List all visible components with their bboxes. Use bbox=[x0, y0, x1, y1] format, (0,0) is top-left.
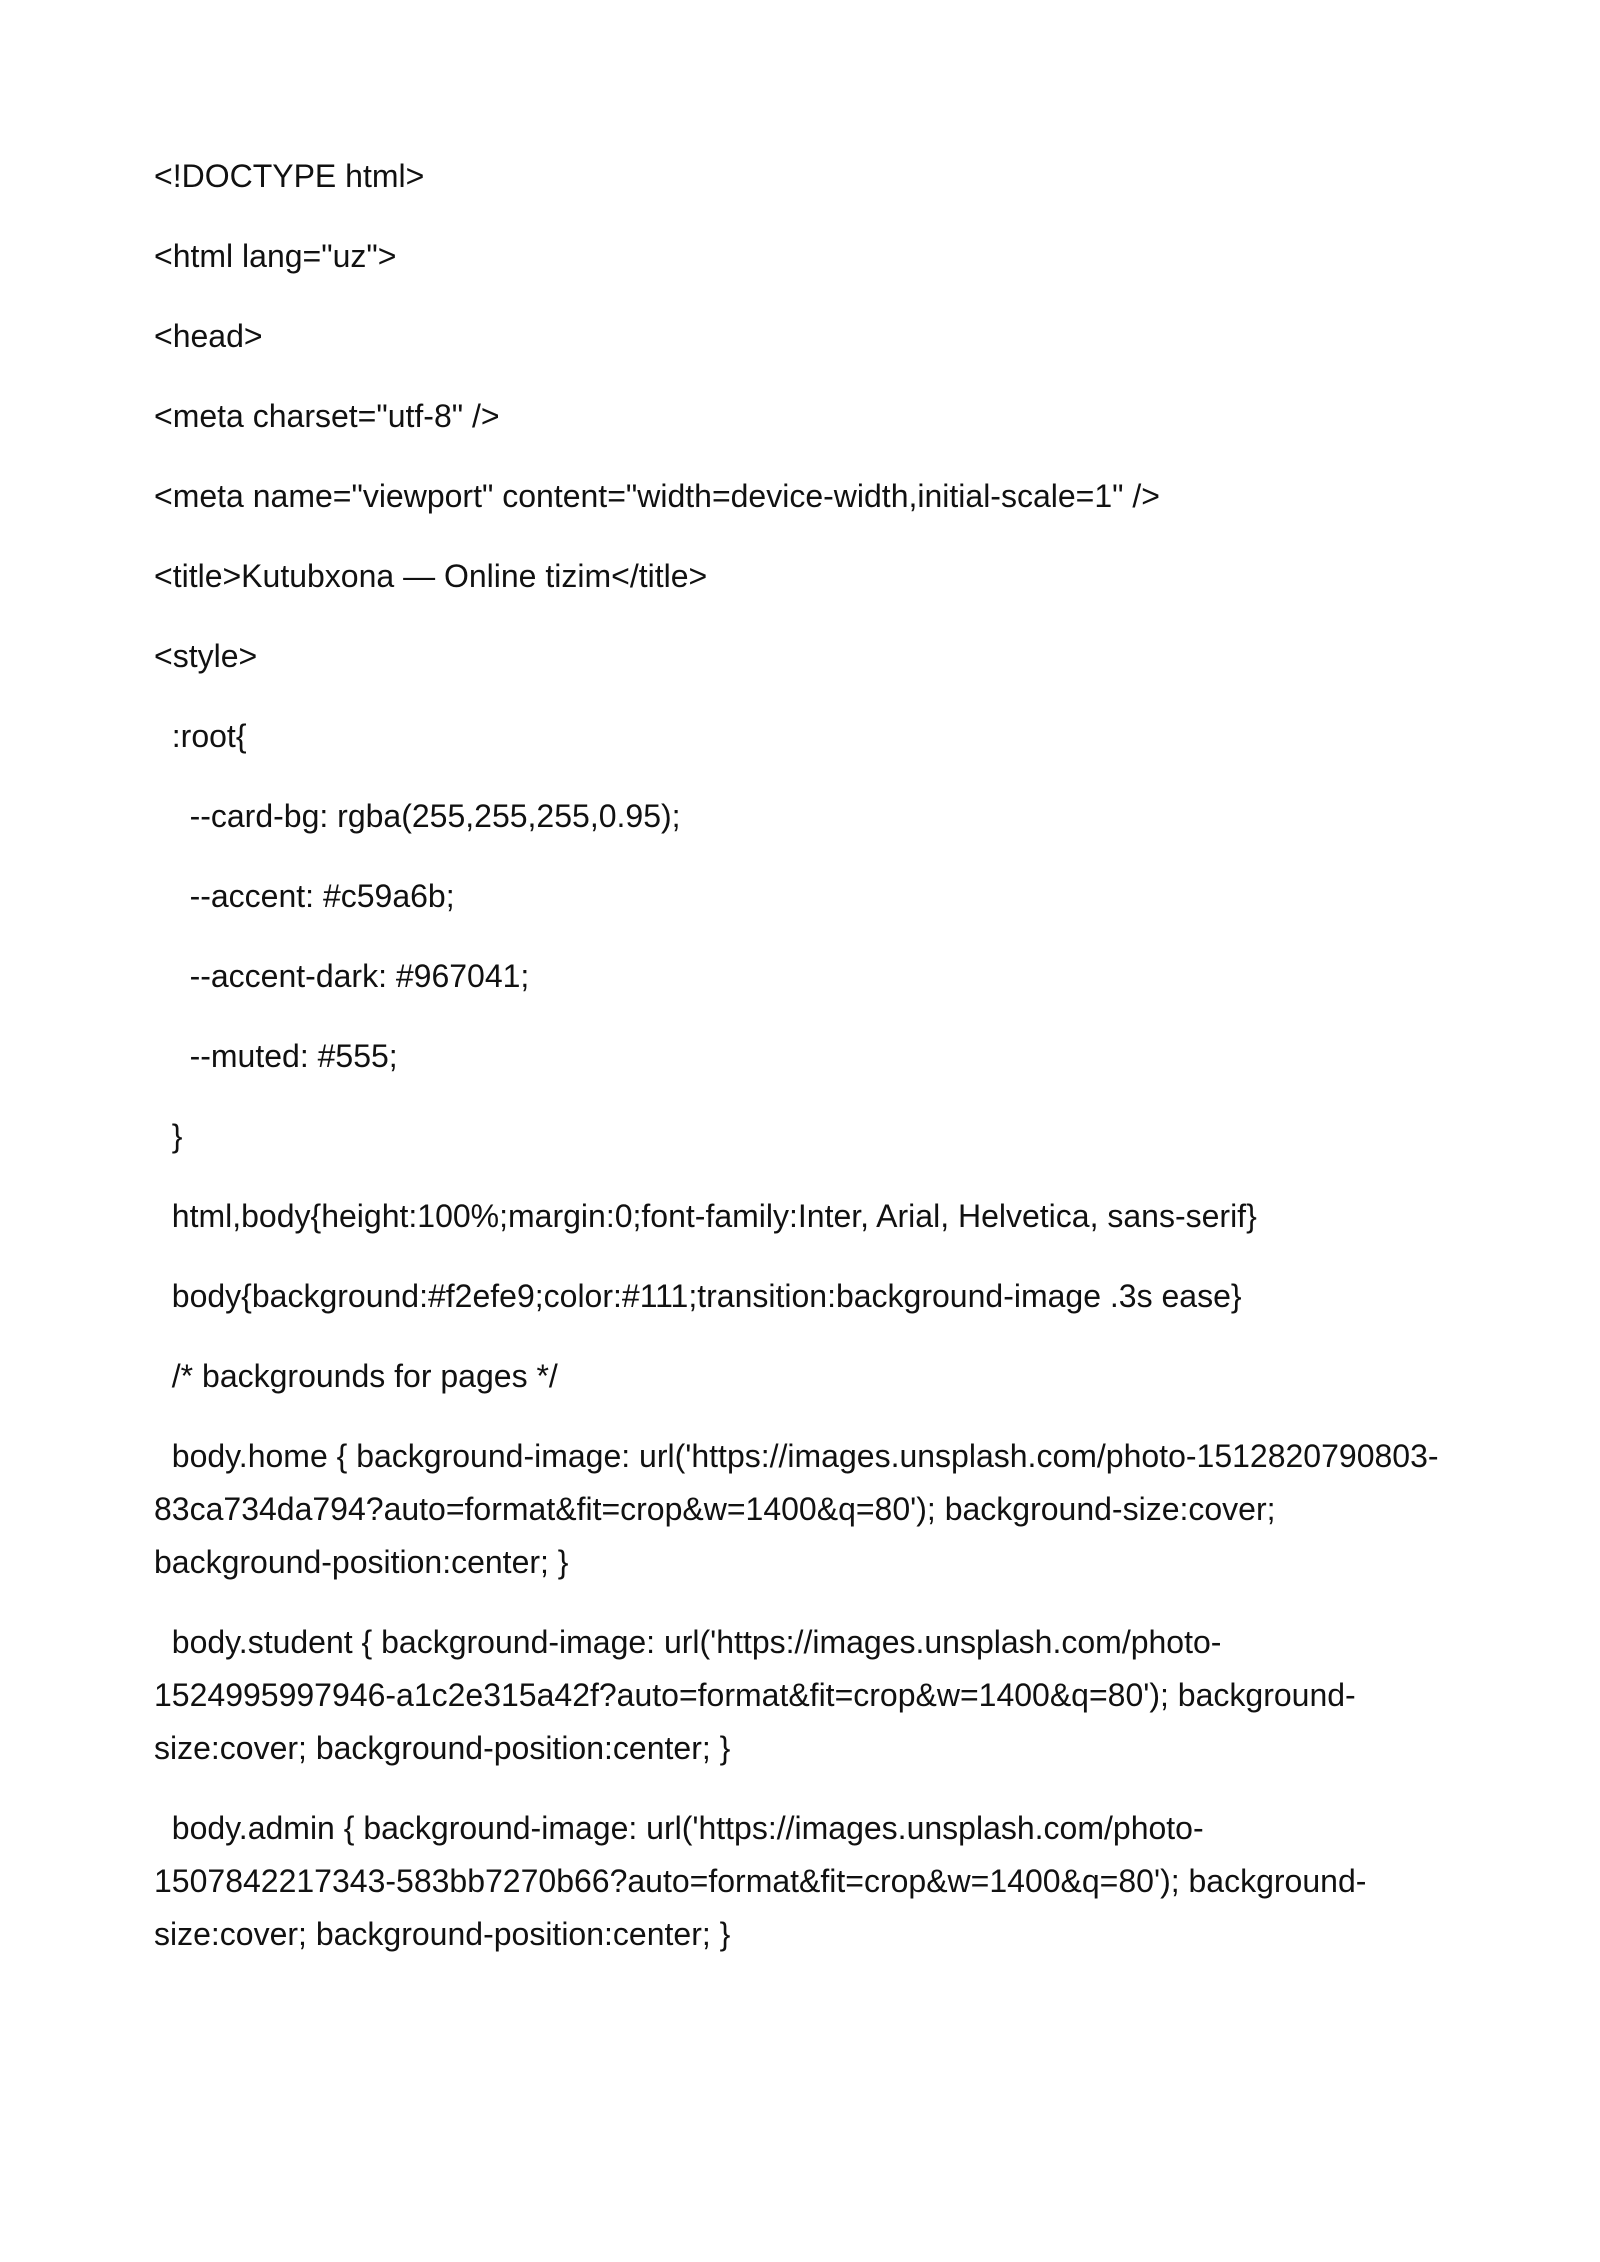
doc-line-accent: --accent: #c59a6b; bbox=[154, 878, 455, 914]
doc-line-html-body-rule: html,body{height:100%;margin:0;font-family:Inter, Arial, Helvetica, sans-serif} bbox=[154, 1198, 1257, 1234]
doc-line-doctype: <!DOCTYPE html> bbox=[154, 158, 425, 194]
doc-line-body-home: body.home { background-image: url('https://images.unsplash.com/photo-1512820790803-83ca734da794?auto=format&fit=crop&w=1400&q=80'); background-size:cover; background-position:center; } bbox=[154, 1438, 1439, 1580]
doc-line-body-rule: body{background:#f2efe9;color:#111;transition:background-image .3s ease} bbox=[154, 1278, 1242, 1314]
doc-line-card-bg: --card-bg: rgba(255,255,255,0.95); bbox=[154, 798, 681, 834]
doc-line-title: <title>Kutubxona — Online tizim</title> bbox=[154, 558, 708, 594]
doc-line-root-open: :root{ bbox=[154, 718, 247, 754]
doc-line-accent-dark: --accent-dark: #967041; bbox=[154, 958, 530, 994]
doc-line-body-student: body.student { background-image: url('https://images.unsplash.com/photo-1524995997946-a1c2e315a42f?auto=format&fit=crop&w=1400&q=80'); background-size:cover; background-position:center; } bbox=[154, 1624, 1356, 1766]
document-body bbox=[154, 150, 1444, 1988]
doc-line-style-open: <style> bbox=[154, 638, 258, 674]
doc-line-head-open: <head> bbox=[154, 318, 263, 354]
doc-line-body-admin: body.admin { background-image: url('https://images.unsplash.com/photo-1507842217343-583bb7270b66?auto=format&fit=crop&w=1400&q=80'); background-size:cover; background-position:center; } bbox=[154, 1810, 1367, 1952]
doc-line-html-open: <html lang="uz"> bbox=[154, 238, 397, 274]
doc-line-comment: /* backgrounds for pages */ bbox=[154, 1358, 558, 1394]
doc-line-root-close: } bbox=[154, 1118, 183, 1154]
doc-line-meta-viewport: <meta name="viewport" content="width=device-width,initial-scale=1" /> bbox=[154, 478, 1160, 514]
doc-line-muted: --muted: #555; bbox=[154, 1038, 398, 1074]
doc-line-meta-charset: <meta charset="utf-8" /> bbox=[154, 398, 500, 434]
